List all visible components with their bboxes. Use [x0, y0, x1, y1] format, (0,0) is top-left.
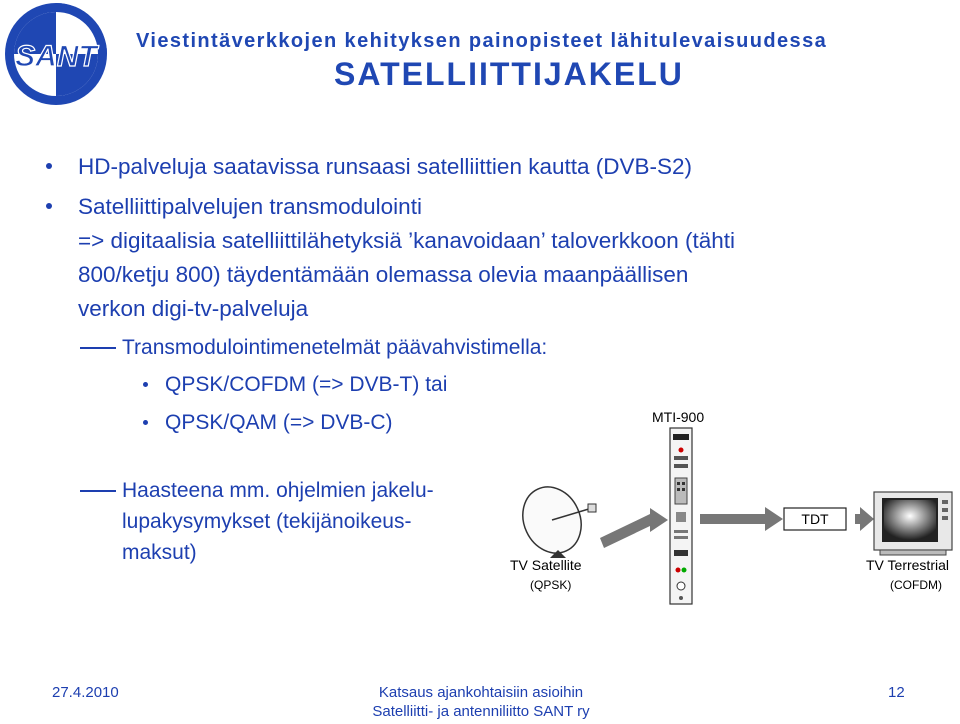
logo-text: SANT [15, 40, 97, 73]
arrow-mti-to-tdt [700, 507, 783, 531]
bullet-item: Satelliittipalvelujen transmodulointi [78, 194, 422, 219]
page-title: SATELLIITTIJAKELU [334, 56, 684, 92]
tv-terrestrial-label: TV Terrestrial [866, 557, 949, 573]
sub-bullet-item: QPSK/QAM (=> DVB-C) [165, 411, 393, 434]
bullet-continuation: verkon digi-tv-palveluja [78, 296, 309, 321]
tdt-label: TDT [801, 511, 829, 527]
footer-center-line1: Katsaus ajankohtaisiin asioihin [378, 684, 584, 701]
cofdm-label: (COFDM) [890, 578, 942, 592]
header-subtitle: Viestintäverkkojen kehityksen painopisteet lähitulevaisuudessa [136, 30, 828, 52]
dash-item-line: Haasteena mm. ohjelmien jakelu- [122, 479, 434, 502]
footer-center-line2: Satelliitti- ja antenniliitto SANT ry [372, 703, 590, 720]
sub-bullet-item: QPSK/COFDM (=> DVB-T) tai [165, 373, 448, 396]
dash-marker [80, 490, 116, 492]
dash-item: Transmodulointimenetelmät päävahvistimella: [122, 336, 548, 359]
dash-item-line: lupakysymykset (tekijänoikeus- [122, 510, 412, 533]
footer-date: 27.4.2010 [52, 684, 119, 701]
bullet-continuation: => digitaalisia satelliittilähetyksiä ’kanavoidaan’ taloverkkoon (tähti [78, 228, 736, 253]
mti-label: MTI-900 [652, 409, 705, 425]
arrow-tdt-to-tv [855, 507, 874, 531]
bullet-item: HD-palveluja saatavissa runsaasi satelliittien kautta (DVB-S2) [78, 154, 693, 179]
dash-marker [80, 347, 116, 349]
arrow-sat-to-mti [600, 508, 668, 548]
sub-bullet-dot [143, 420, 148, 425]
mti-900-module [670, 428, 692, 604]
sub-bullet-dot [143, 382, 148, 387]
tv-set-icon [874, 492, 952, 555]
page-number: 12 [888, 684, 905, 701]
satellite-dish-icon [512, 477, 596, 562]
qpsk-label: (QPSK) [530, 578, 572, 592]
sant-logo [0, 0, 118, 108]
bullet-dot [46, 203, 52, 209]
bullet-continuation: 800/ketju 800) täydentämään olemassa olevia maanpäällisen [78, 262, 689, 287]
dash-item-line: maksut) [122, 541, 197, 564]
transmodulation-diagram [500, 400, 960, 610]
tv-satellite-label: TV Satellite [510, 557, 582, 573]
bullet-dot [46, 163, 52, 169]
